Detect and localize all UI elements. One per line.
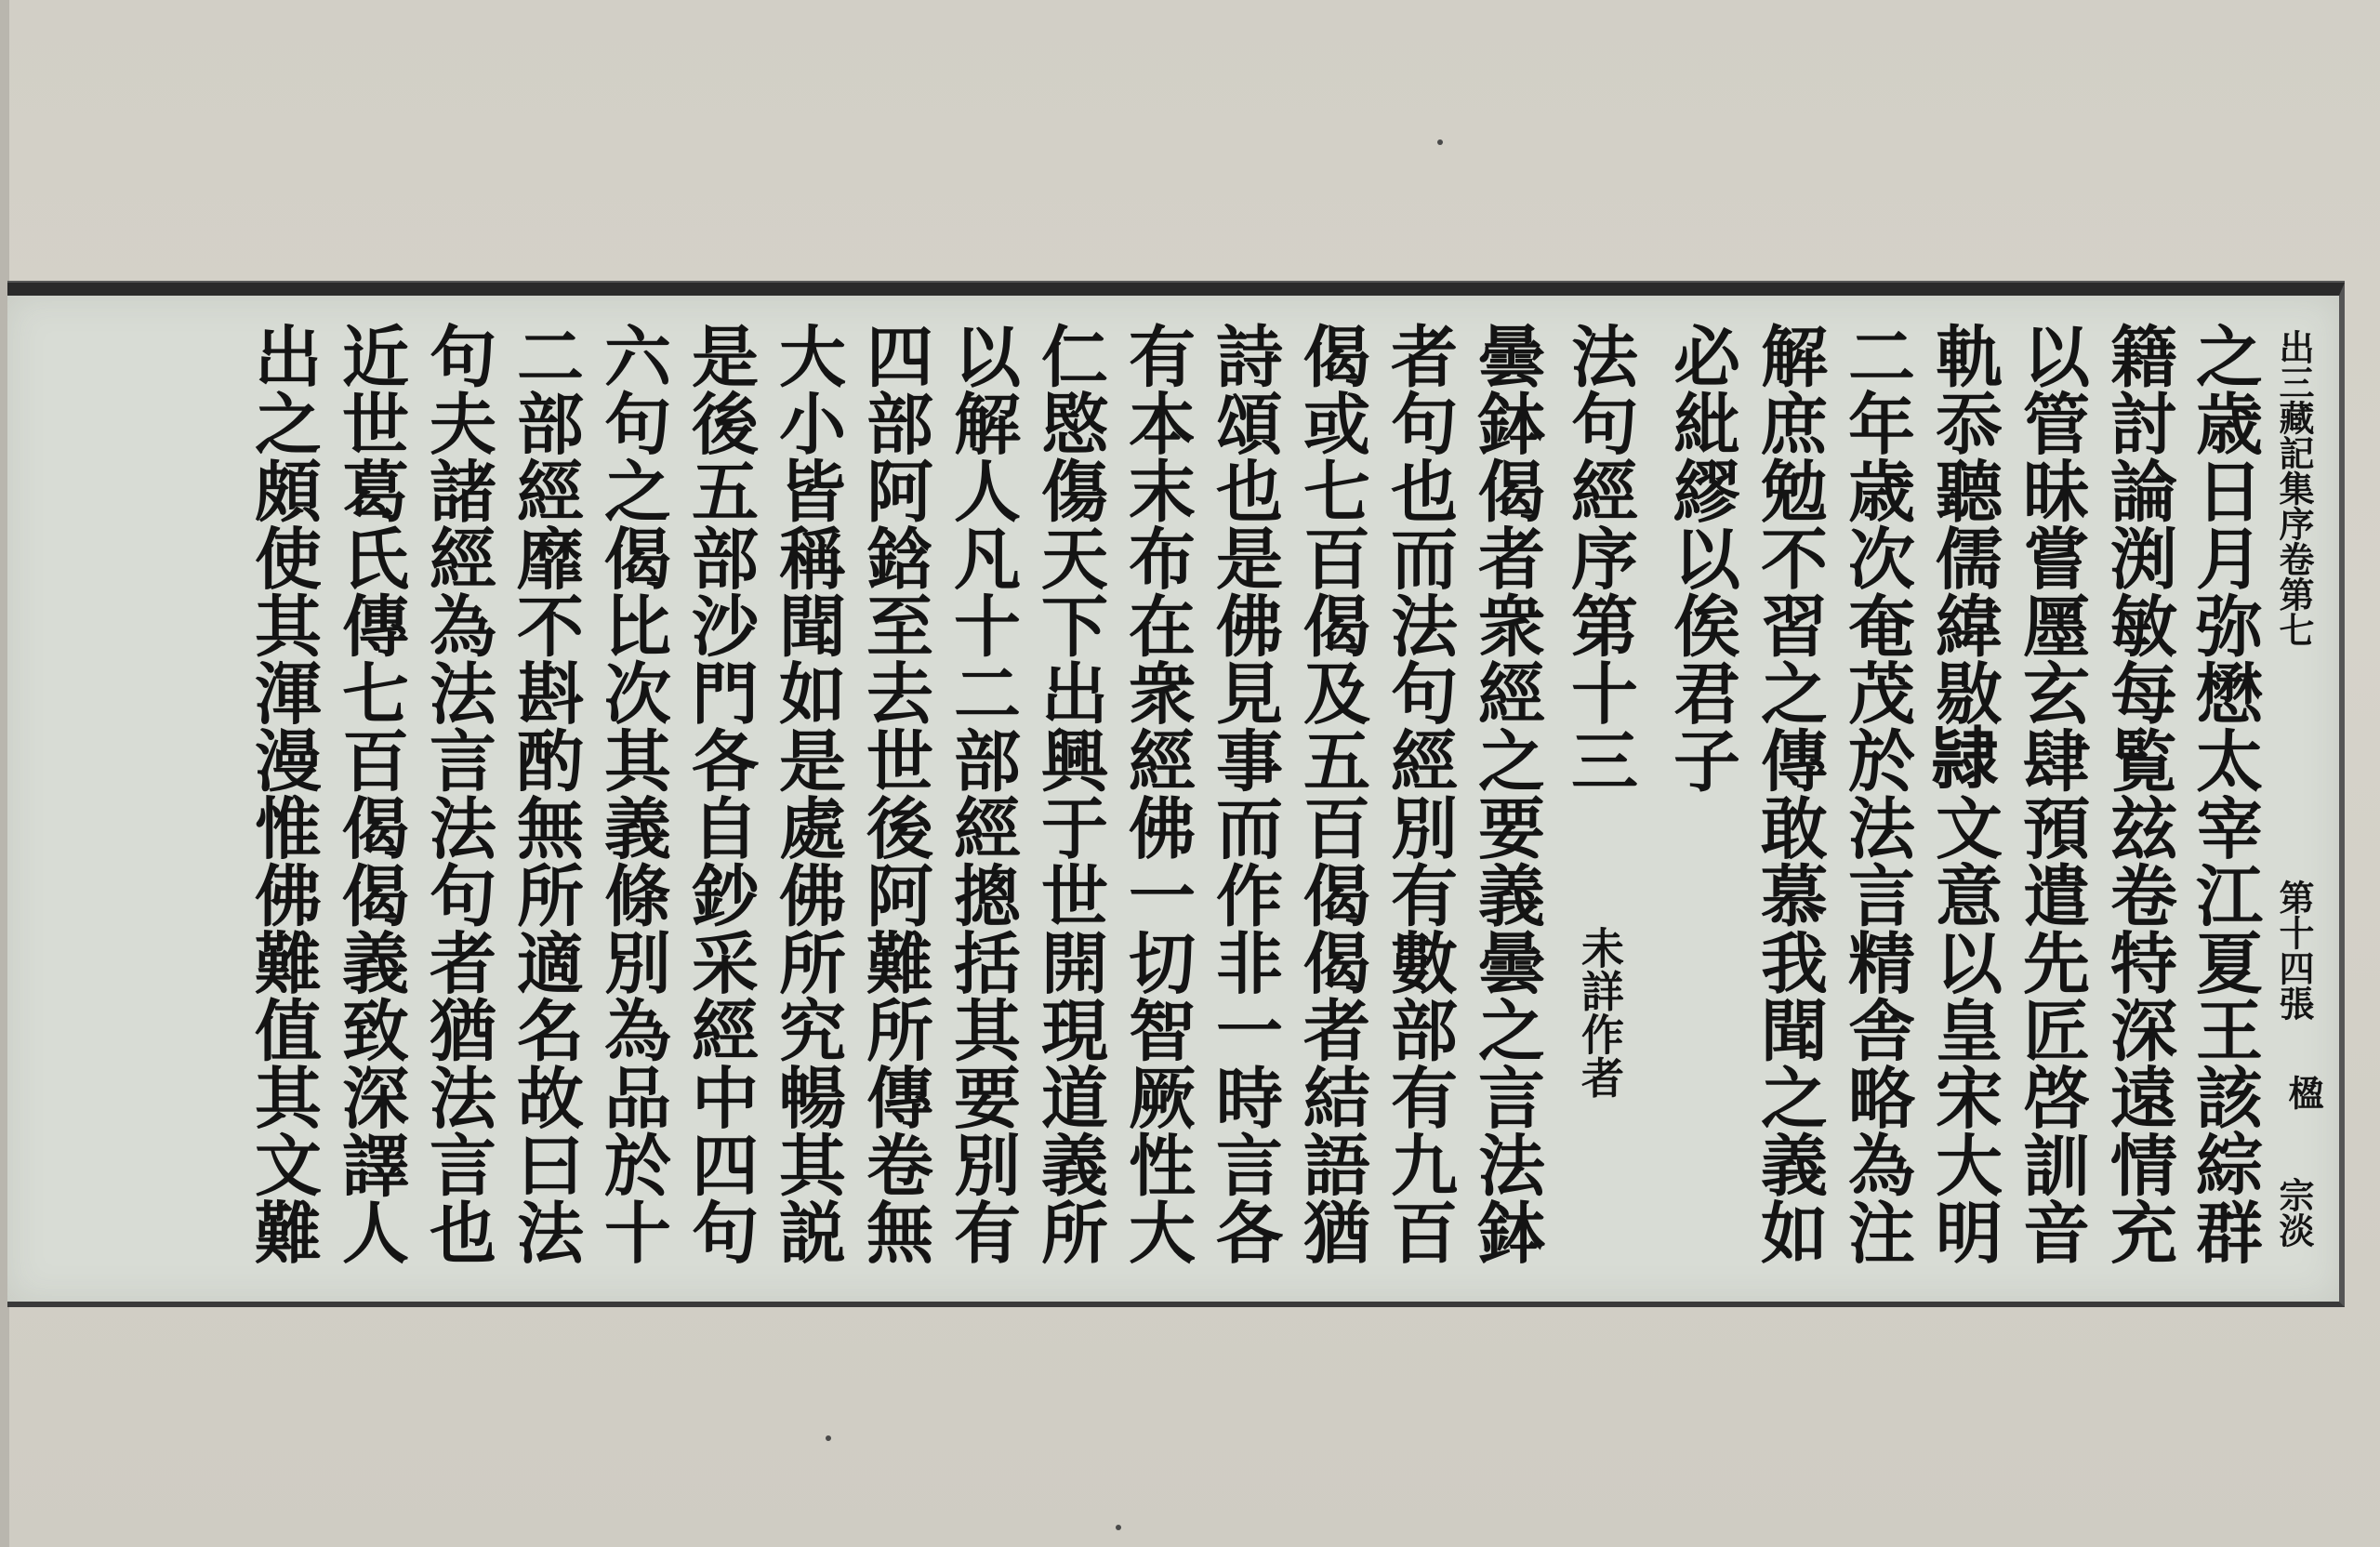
text-column: 二年歳次奄茂於法言精舎略為注 bbox=[1837, 322, 1916, 1265]
ink-spot bbox=[826, 1435, 831, 1441]
margin-page-label: 第十四張 bbox=[2273, 879, 2315, 1021]
text-column: 解庶勉不習之傳敢慕我聞之義如 bbox=[1750, 322, 1829, 1265]
text-column: 曇鉢偈者衆經之要義曇之言法鉢 bbox=[1467, 322, 1546, 1265]
text-column: 者句也而法句經別有數部有九百 bbox=[1380, 322, 1459, 1265]
text-column: 大小皆稱聞如是處佛所究暢其説 bbox=[768, 322, 847, 1265]
text-column: 之歳日月弥懋太宰江夏王該綜群 bbox=[2185, 322, 2264, 1265]
text-column: 詩頌也是佛見事而作非一時言各 bbox=[1205, 322, 1284, 1265]
text-column: 四部阿鋡至去世後阿難所傳卷無 bbox=[855, 322, 934, 1265]
text-column: 仁愍傷天下出興于世開現道義所 bbox=[1030, 322, 1109, 1265]
text-column: 以管昧嘗㕓玄肆預遣先匠啓訓音 bbox=[2012, 322, 2091, 1265]
text-block bbox=[7, 283, 2345, 1307]
ink-spot bbox=[1116, 1525, 1121, 1530]
text-column: 以解人凡十二部經摠括其要別有 bbox=[943, 322, 1022, 1265]
text-column: 近世葛氏傳七百偈偈義致深譯人 bbox=[331, 322, 410, 1265]
text-column: 軌忝聽儒緯敭𨽻文意以皇宋大明 bbox=[1924, 322, 2003, 1265]
text-column: 有本末布在衆經佛一切智厥性大 bbox=[1117, 322, 1197, 1265]
text-columns bbox=[45, 322, 2324, 1279]
margin-title: 出三藏記集序卷第七 bbox=[2273, 329, 2315, 647]
margin-volume-char: 宗淡 bbox=[2273, 1177, 2315, 1248]
text-column: 出之頗使其渾漫惟佛難值其文難 bbox=[244, 322, 323, 1265]
text-column: 二部經靡不斟酌無所適名故曰法 bbox=[506, 322, 585, 1265]
author-note: 未詳作者 bbox=[1575, 926, 1625, 1099]
text-column: 偈或七百偈及五百偈偈者結語猶 bbox=[1292, 322, 1371, 1265]
text-column: 六句之偈比次其義條別為品於十 bbox=[593, 322, 672, 1265]
section-title: 法句經序第十三 bbox=[1560, 322, 1639, 794]
text-column: 必紕繆以俟君子 bbox=[1662, 322, 1741, 794]
margin-page-mark: 楹 bbox=[2282, 1075, 2324, 1110]
text-column: 是後五部沙門各自鈔采經中四句 bbox=[681, 322, 760, 1265]
ink-spot bbox=[1437, 139, 1443, 145]
text-column: 句夫諸經為法言法句者猶法言也 bbox=[418, 322, 497, 1265]
text-column: 籍討論渕敏每覧玆卷特深遠情充 bbox=[2099, 322, 2178, 1265]
